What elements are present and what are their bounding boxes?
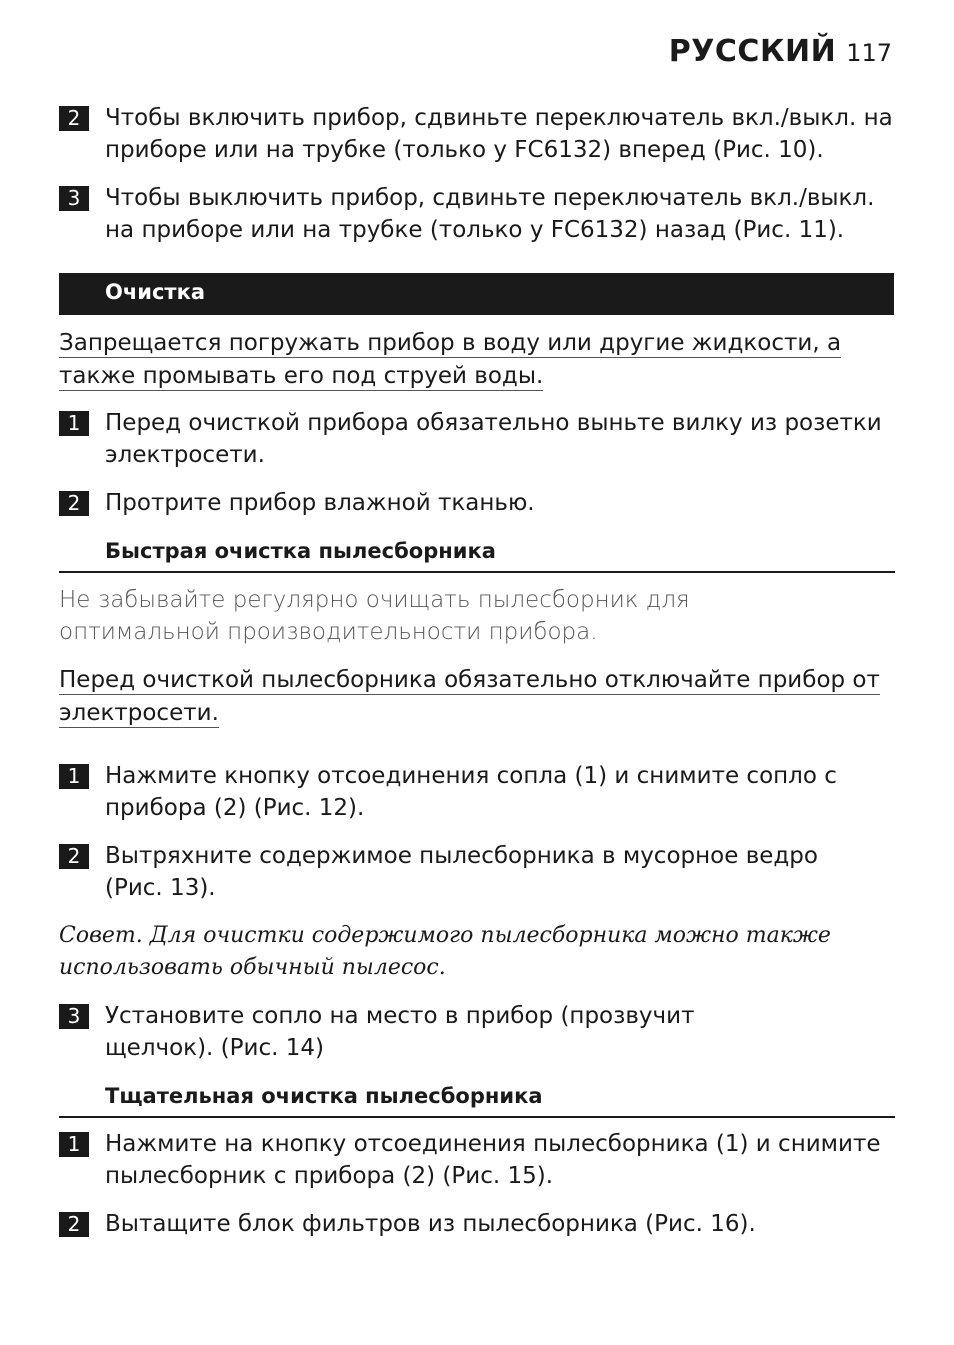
quick-warning (59, 664, 899, 730)
step-number: 1 (59, 1132, 89, 1157)
step-switch-on (59, 102, 899, 166)
step-number: 1 (59, 764, 89, 789)
step-text: Чтобы выключить прибор, сдвиньте переключатель вкл./выкл. на приборе или на трубке (только у FC6132) назад (Рис. 11). (105, 185, 875, 243)
thorough-step-2 (59, 1208, 899, 1240)
warning-text: Запрещается погружать прибор в воду или другие жидкости, а также промывать его под струей воды. (59, 330, 842, 389)
step-text: Вытащите блок фильтров из пылесборника (Рис. 16). (105, 1211, 756, 1237)
quick-tip: Совет. Для очистки содержимого пылесборника можно также использовать обычный пылесос. (59, 923, 831, 980)
cleaning-step-1 (59, 407, 899, 471)
subheading-thorough-cleaning (59, 1078, 895, 1118)
quick-note: Не забывайте регулярно очищать пылесборник для оптимальной производительности прибора. (59, 587, 690, 645)
quick-step-1 (59, 760, 899, 824)
step-text: Чтобы включить прибор, сдвиньте переключатель вкл./выкл. на приборе или на трубке (только у FC6132) вперед (Рис. 10). (105, 105, 893, 163)
subheading-title: Быстрая очистка пылесборника (105, 539, 496, 563)
thorough-step-1 (59, 1128, 899, 1192)
step-number: 2 (59, 106, 89, 131)
quick-step-3 (59, 1000, 779, 1064)
subheading-title: Тщательная очистка пылесборника (105, 1084, 543, 1108)
quick-step-2 (59, 840, 819, 904)
step-number: 2 (59, 844, 89, 869)
step-text: Установите сопло на место в прибор (прозвучит щелчок). (Рис. 14) (105, 1003, 695, 1061)
section-title: Очистка (105, 280, 206, 304)
step-switch-off (59, 182, 899, 246)
subheading-quick-cleaning (59, 533, 895, 573)
step-text: Нажмите кнопку отсоединения сопла (1) и снимите сопло с прибора (2) (Рис. 12). (105, 763, 837, 821)
step-number: 2 (59, 491, 89, 516)
step-text: Протрите прибор влажной тканью. (105, 490, 535, 516)
step-text: Вытряхните содержимое пылесборника в мусорное ведро (Рис. 13). (105, 843, 818, 901)
page-header (669, 34, 892, 69)
section-heading-cleaning (59, 273, 894, 315)
step-number: 1 (59, 411, 89, 436)
step-text: Перед очисткой прибора обязательно выньте вилку из розетки электросети. (105, 410, 882, 468)
warning-text: Перед очисткой пылесборника обязательно отключайте прибор от электросети. (59, 667, 880, 726)
step-number: 2 (59, 1212, 89, 1237)
cleaning-step-2 (59, 487, 899, 519)
step-number: 3 (59, 1004, 89, 1029)
language-label: РУССКИЙ (668, 34, 837, 69)
page-number: 117 (846, 39, 892, 67)
cleaning-warning (59, 327, 849, 393)
step-number: 3 (59, 186, 89, 211)
step-text: Нажмите на кнопку отсоединения пылесборника (1) и снимите пылесборник с прибора (2) (Рис. 15). (105, 1131, 881, 1189)
